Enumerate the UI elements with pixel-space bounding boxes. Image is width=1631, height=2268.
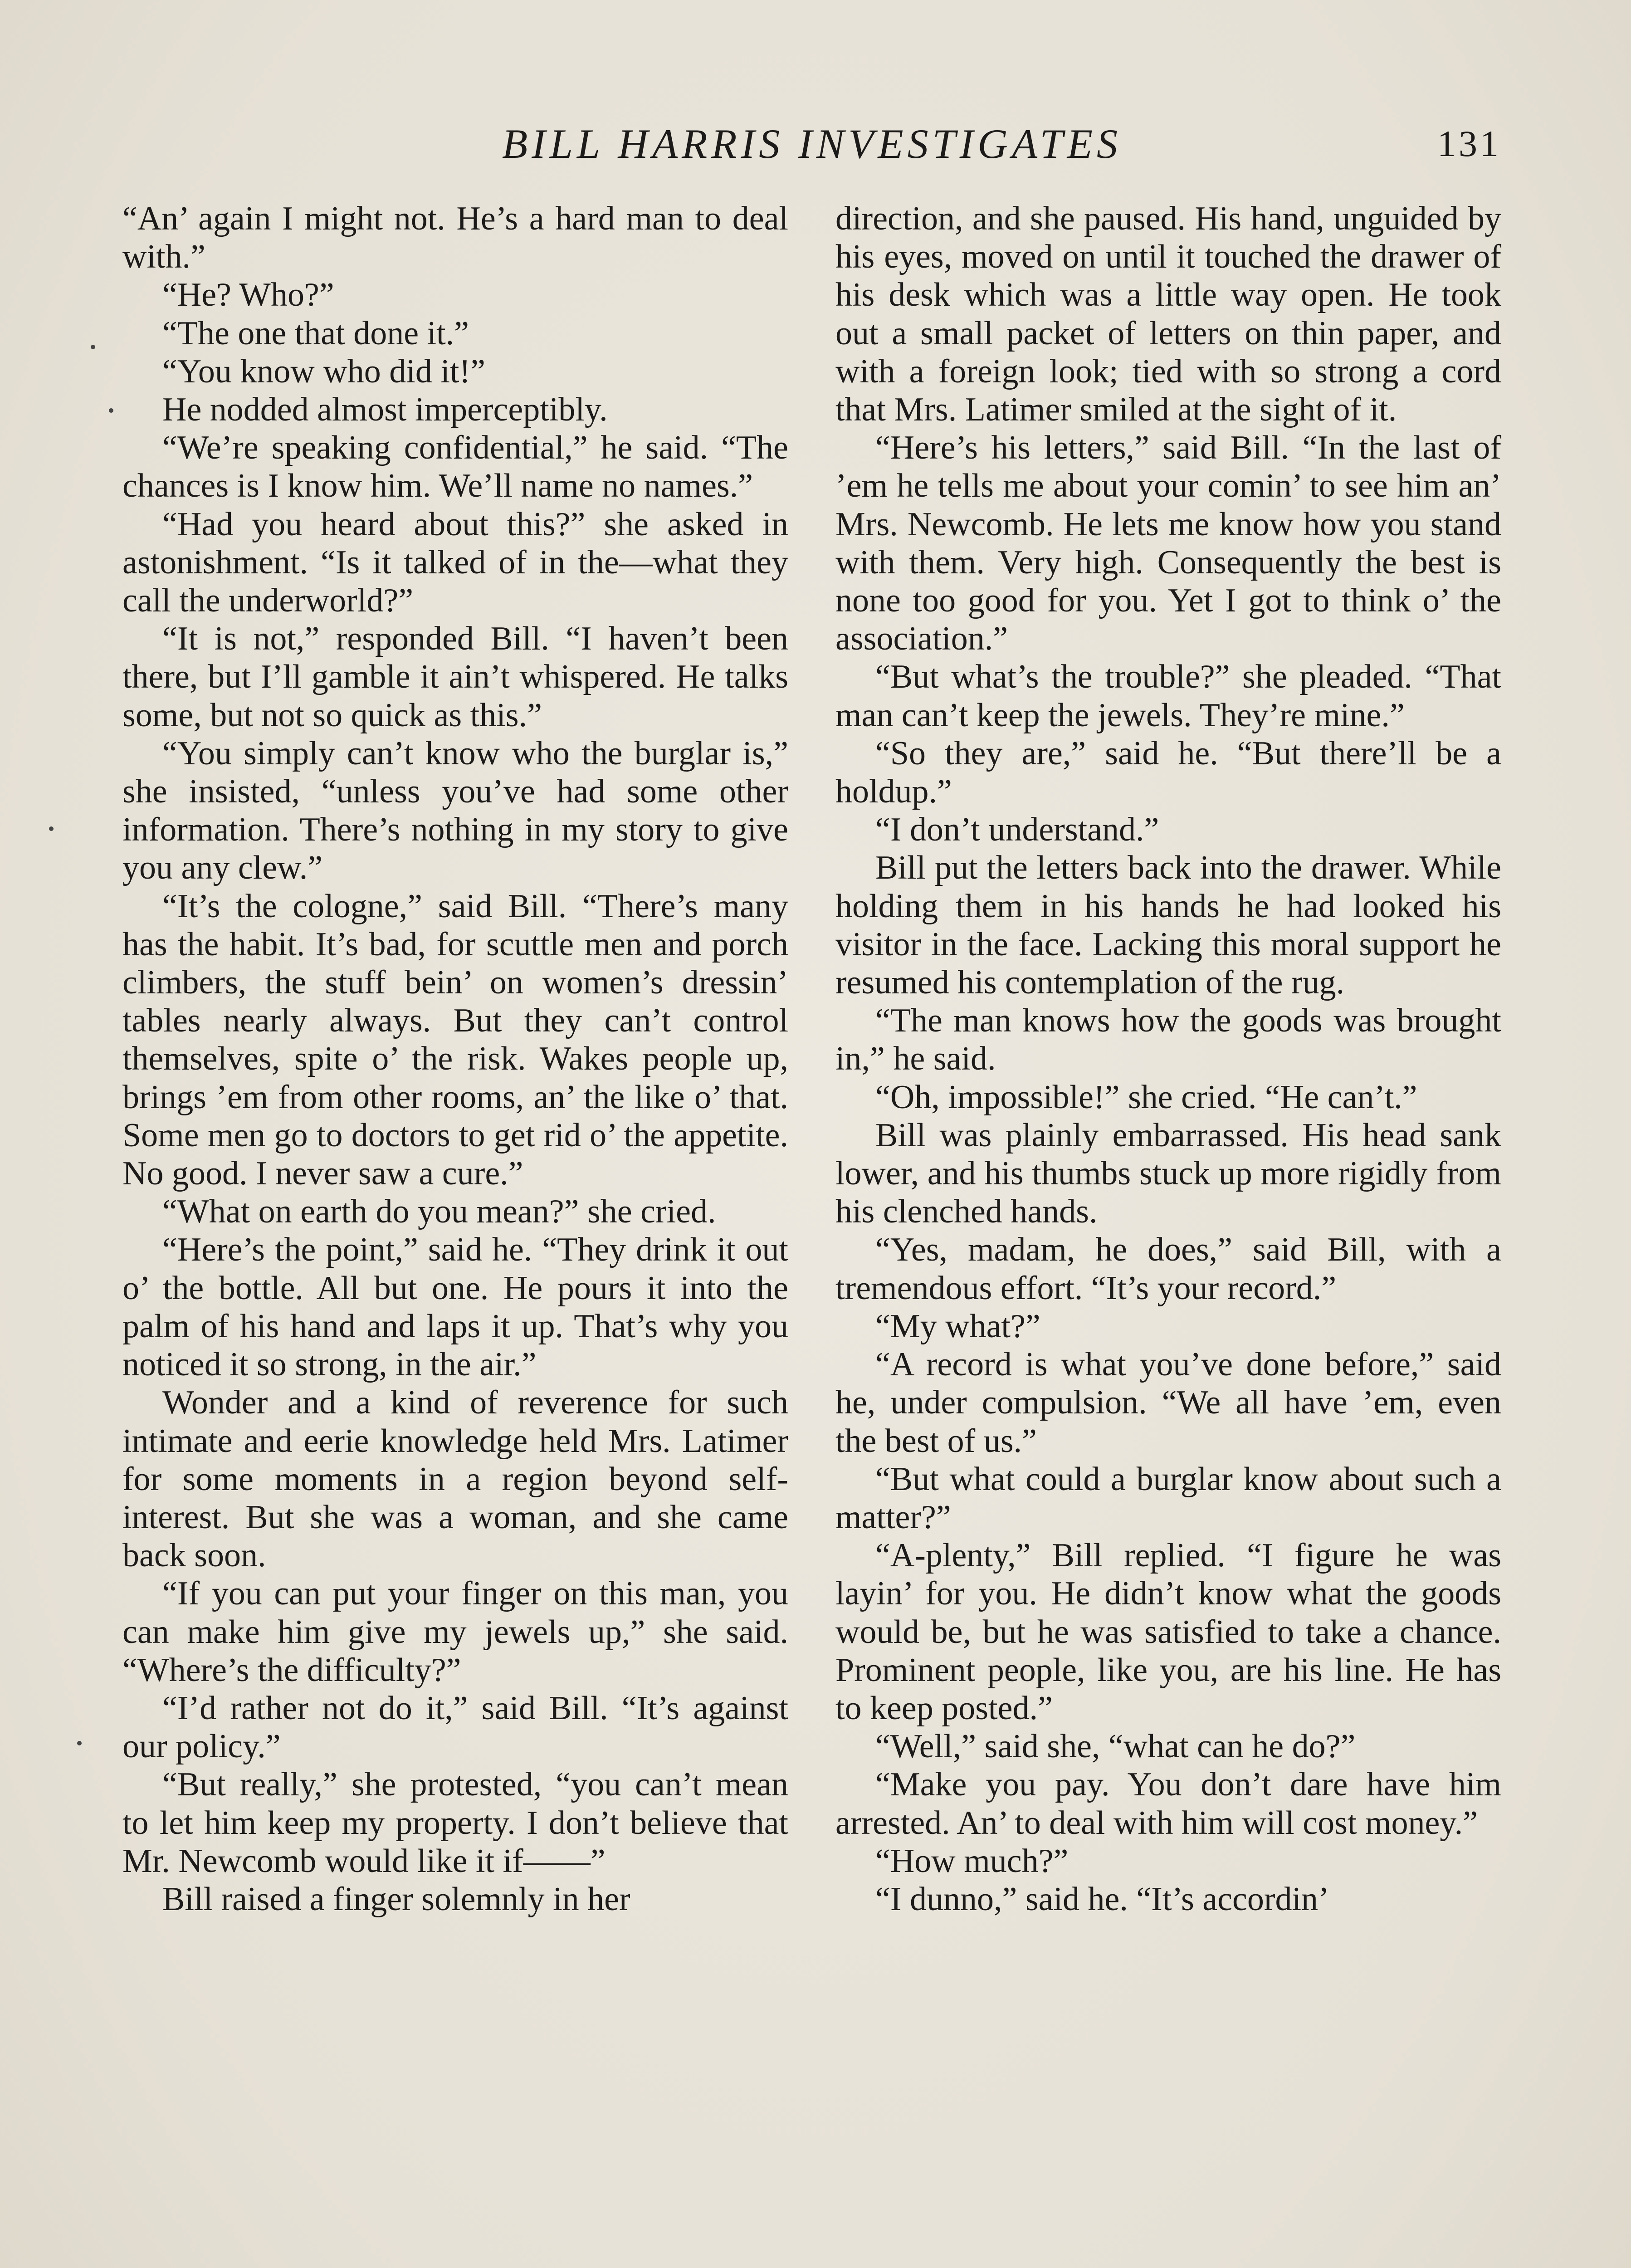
paragraph: “Well,” said she, “what can he do?”: [875, 1728, 1356, 1765]
running-title: BILL HARRIS INVESTIGATES: [502, 121, 1122, 167]
paragraph: “The man knows how the goods was brought in,” he said.: [835, 1002, 1501, 1078]
paragraph: “We’re speaking confidential,” he said. “The chances is I know him. We’ll name no names.”: [122, 429, 788, 505]
print-speck: [91, 345, 95, 349]
paragraph: “He? Who?”: [162, 276, 334, 314]
page-header: [122, 119, 1501, 169]
paragraph: “You know who did it!”: [162, 352, 485, 390]
paragraph: “If you can put your finger on this man, you can make him give my jewels up,” she said. “Where’s the difficulty?”: [122, 1575, 788, 1689]
paragraph: “Had you heard about this?” she asked in astonishment. “Is it talked of in the—what they call the underworld?”: [122, 505, 788, 620]
paragraph: “How much?”: [875, 1842, 1069, 1880]
paragraph: Bill put the letters back into the drawer. While holding them in his hands he had looked his visitor in the face. Lacking this moral support he resumed his contemplation of the rug.: [835, 849, 1501, 1002]
paragraph: “A record is what you’ve done before,” said he, under compulsion. “We all have ’em, even the best of us.”: [835, 1346, 1501, 1460]
paragraph: “What on earth do you mean?” she cried.: [162, 1193, 716, 1231]
paragraph: direction, and she paused. His hand, unguided by his eyes, moved on until it touched the drawer of his desk which was a little way open. He took out a small packet of letters on thin paper, and with a foreign look; tied with so strong a cord that Mrs. Latimer smiled at the sight of it.: [835, 200, 1501, 429]
paragraph: Bill was plainly embarrassed. His head sank lower, and his thumbs stuck up more rigidly from his clenched hands.: [835, 1116, 1501, 1231]
paragraph: “A-plenty,” Bill replied. “I figure he was layin’ for you. He didn’t know what the goods would be, but he was satisfied to take a chance. Prominent people, like you, are his line. He has to keep posted.”: [835, 1537, 1501, 1727]
paragraph: Wonder and a kind of reverence for such intimate and eerie knowledge held Mrs. Latimer for some moments in a region beyond self-interest. But she was a woman, and she came back soon.: [122, 1384, 788, 1574]
paragraph: “An’ again I might not. He’s a hard man to deal with.”: [122, 200, 788, 276]
paragraph: “So they are,” said he. “But there’ll be a holdup.”: [835, 734, 1501, 811]
paragraph: “I don’t understand.”: [875, 811, 1159, 849]
right-text-column: [835, 200, 1501, 1918]
paragraph: “My what?”: [875, 1307, 1040, 1345]
left-text-column: [122, 200, 788, 1918]
paragraph: He nodded almost imperceptibly.: [162, 391, 608, 429]
print-speck: [77, 1741, 82, 1745]
paragraph: “But what’s the trouble?” she pleaded. “That man can’t keep the jewels. They’re mine.”: [835, 658, 1501, 734]
paragraph: “You simply can’t know who the burglar is,” she insisted, “unless you’ve had some other information. There’s nothing in my story to give you any clew.”: [122, 734, 788, 887]
paragraph: “Here’s the point,” said he. “They drink it out o’ the bottle. All but one. He pours it into the palm of his hand and laps it up. That’s why you noticed it so strong, in the air.”: [122, 1231, 788, 1383]
paragraph: “The one that done it.”: [162, 314, 469, 352]
print-speck: [109, 408, 113, 413]
paragraph: “Here’s his letters,” said Bill. “In the last of ’em he tells me about your comin’ to see him an’ Mrs. Newcomb. He lets me know how you stand with them. Very high. Consequently the best is none too good for you. Yet I got to think o’ the association.”: [835, 429, 1501, 658]
paragraph: Bill raised a finger solemnly in her: [162, 1880, 630, 1918]
paragraph: “Oh, impossible!” she cried. “He can’t.”: [875, 1078, 1417, 1116]
paragraph: “It’s the cologne,” said Bill. “There’s many has the habit. It’s bad, for scuttle men and porch climbers, the stuff bein’ on women’s dressin’ tables nearly always. But they can’t control themselves, spite o’ the risk. Wakes people up, brings ’em from other rooms, an’ the like o’ that. Some men go to doctors to get rid o’ the appetite. No good. I never saw a cure.”: [122, 887, 788, 1193]
print-speck: [49, 826, 54, 831]
paragraph: “Yes, madam, he does,” said Bill, with a tremendous effort. “It’s your record.”: [835, 1231, 1501, 1307]
paragraph: “It is not,” responded Bill. “I haven’t been there, but I’ll gamble it ain’t whispered. He talks some, but not so quick as this.”: [122, 620, 788, 734]
paragraph: “I dunno,” said he. “It’s accordin’: [875, 1880, 1329, 1918]
page-number: 131: [1437, 123, 1501, 164]
paragraph: “But what could a burglar know about such a matter?”: [835, 1460, 1501, 1536]
paragraph: “Make you pay. You don’t dare have him arrested. An’ to deal with him will cost money.”: [835, 1766, 1501, 1842]
paragraph: “I’d rather not do it,” said Bill. “It’s against our policy.”: [122, 1689, 788, 1765]
paragraph: “But really,” she protested, “you can’t mean to let him keep my property. I don’t believe that Mr. Newcomb would like it if——”: [122, 1766, 788, 1880]
